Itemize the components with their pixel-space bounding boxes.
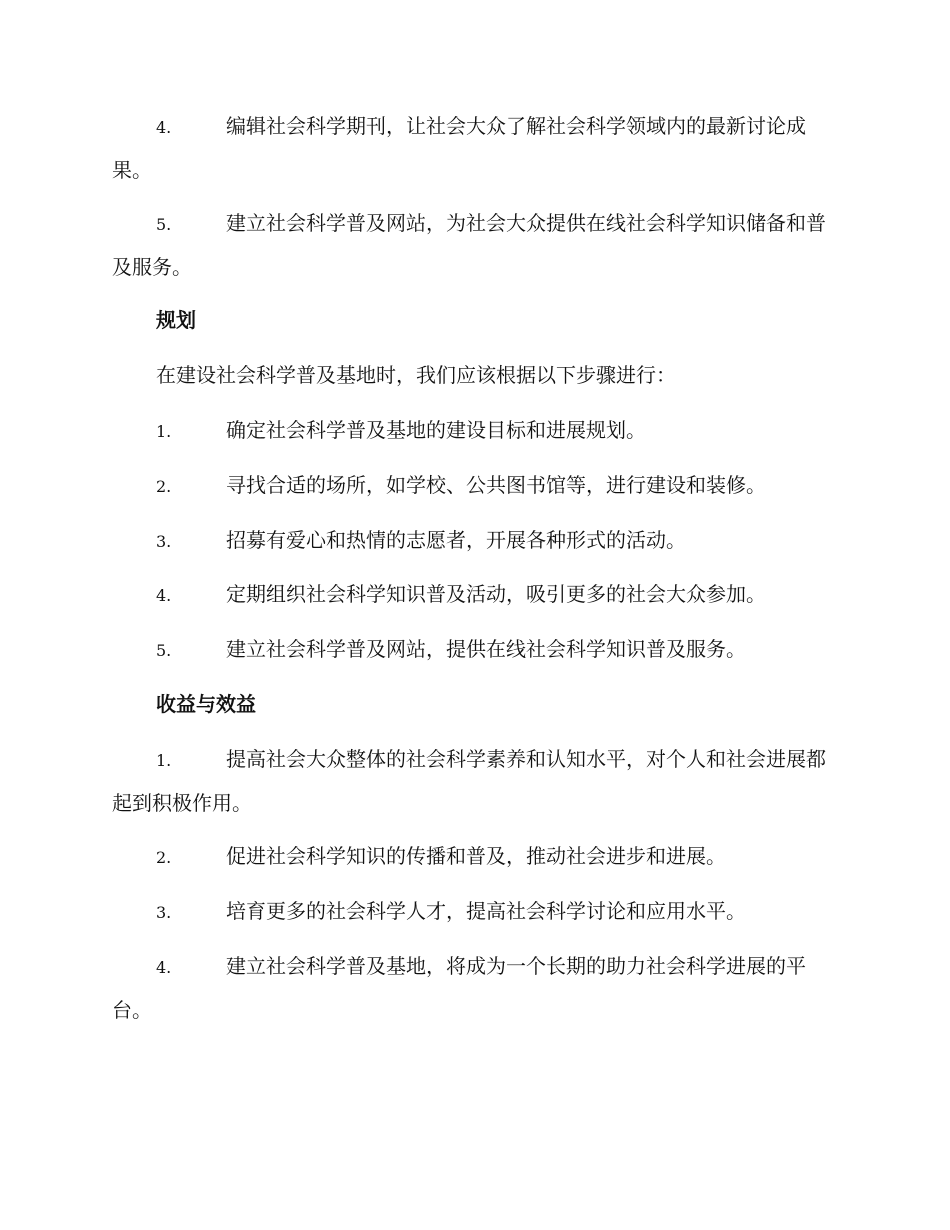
list-item-text: 培育更多的社会科学人才，提高社会科学讨论和应用水平。 bbox=[226, 899, 746, 923]
section-heading-benefits: 收益与效益 bbox=[156, 692, 256, 716]
list-item bbox=[112, 945, 832, 1032]
list-item-number: 3. bbox=[156, 903, 172, 922]
section-heading-planning: 规划 bbox=[156, 308, 196, 332]
list-item bbox=[112, 409, 832, 453]
list-item bbox=[112, 519, 832, 563]
list-item-number: 4. bbox=[156, 118, 172, 137]
list-item bbox=[112, 738, 832, 825]
list-item-number: 1. bbox=[156, 422, 172, 441]
list-item-text: 提高社会大众整体的社会科学素养和认知水平，对个人和社会进展都起到积极作用。 bbox=[112, 747, 826, 815]
list-item bbox=[112, 464, 832, 508]
list-item-text: 定期组织社会科学知识普及活动，吸引更多的社会大众参加。 bbox=[226, 582, 766, 606]
list-item-text: 建立社会科学普及网站，为社会大众提供在线社会科学知识储备和普及服务。 bbox=[112, 211, 826, 279]
list-item-number: 5. bbox=[156, 215, 172, 234]
list-item-number: 2. bbox=[156, 477, 172, 496]
list-item bbox=[112, 890, 832, 934]
list-item bbox=[112, 573, 832, 617]
list-item-number: 3. bbox=[156, 532, 172, 551]
list-item bbox=[112, 105, 832, 192]
list-item-text: 建立社会科学普及网站，提供在线社会科学知识普及服务。 bbox=[226, 637, 746, 661]
list-item bbox=[112, 202, 832, 289]
list-item-text: 促进社会科学知识的传播和普及，推动社会进步和进展。 bbox=[226, 844, 726, 868]
list-item bbox=[112, 835, 832, 879]
section-intro: 在建设社会科学普及基地时，我们应该根据以下步骤进行： bbox=[156, 363, 676, 387]
list-item-number: 1. bbox=[156, 751, 172, 770]
list-item-text: 建立社会科学普及基地，将成为一个长期的助力社会科学进展的平台。 bbox=[112, 954, 806, 1022]
list-item-number: 2. bbox=[156, 848, 172, 867]
list-item bbox=[112, 628, 832, 672]
list-item-text: 招募有爱心和热情的志愿者，开展各种形式的活动。 bbox=[226, 528, 686, 552]
list-item-number: 5. bbox=[156, 641, 172, 660]
list-item-number: 4. bbox=[156, 586, 172, 605]
list-item-number: 4. bbox=[156, 958, 172, 977]
list-item-text: 寻找合适的场所，如学校、公共图书馆等，进行建设和装修。 bbox=[226, 473, 766, 497]
list-item-text: 编辑社会科学期刊，让社会大众了解社会科学领域内的最新讨论成果。 bbox=[112, 114, 806, 182]
list-item-text: 确定社会科学普及基地的建设目标和进展规划。 bbox=[226, 418, 646, 442]
